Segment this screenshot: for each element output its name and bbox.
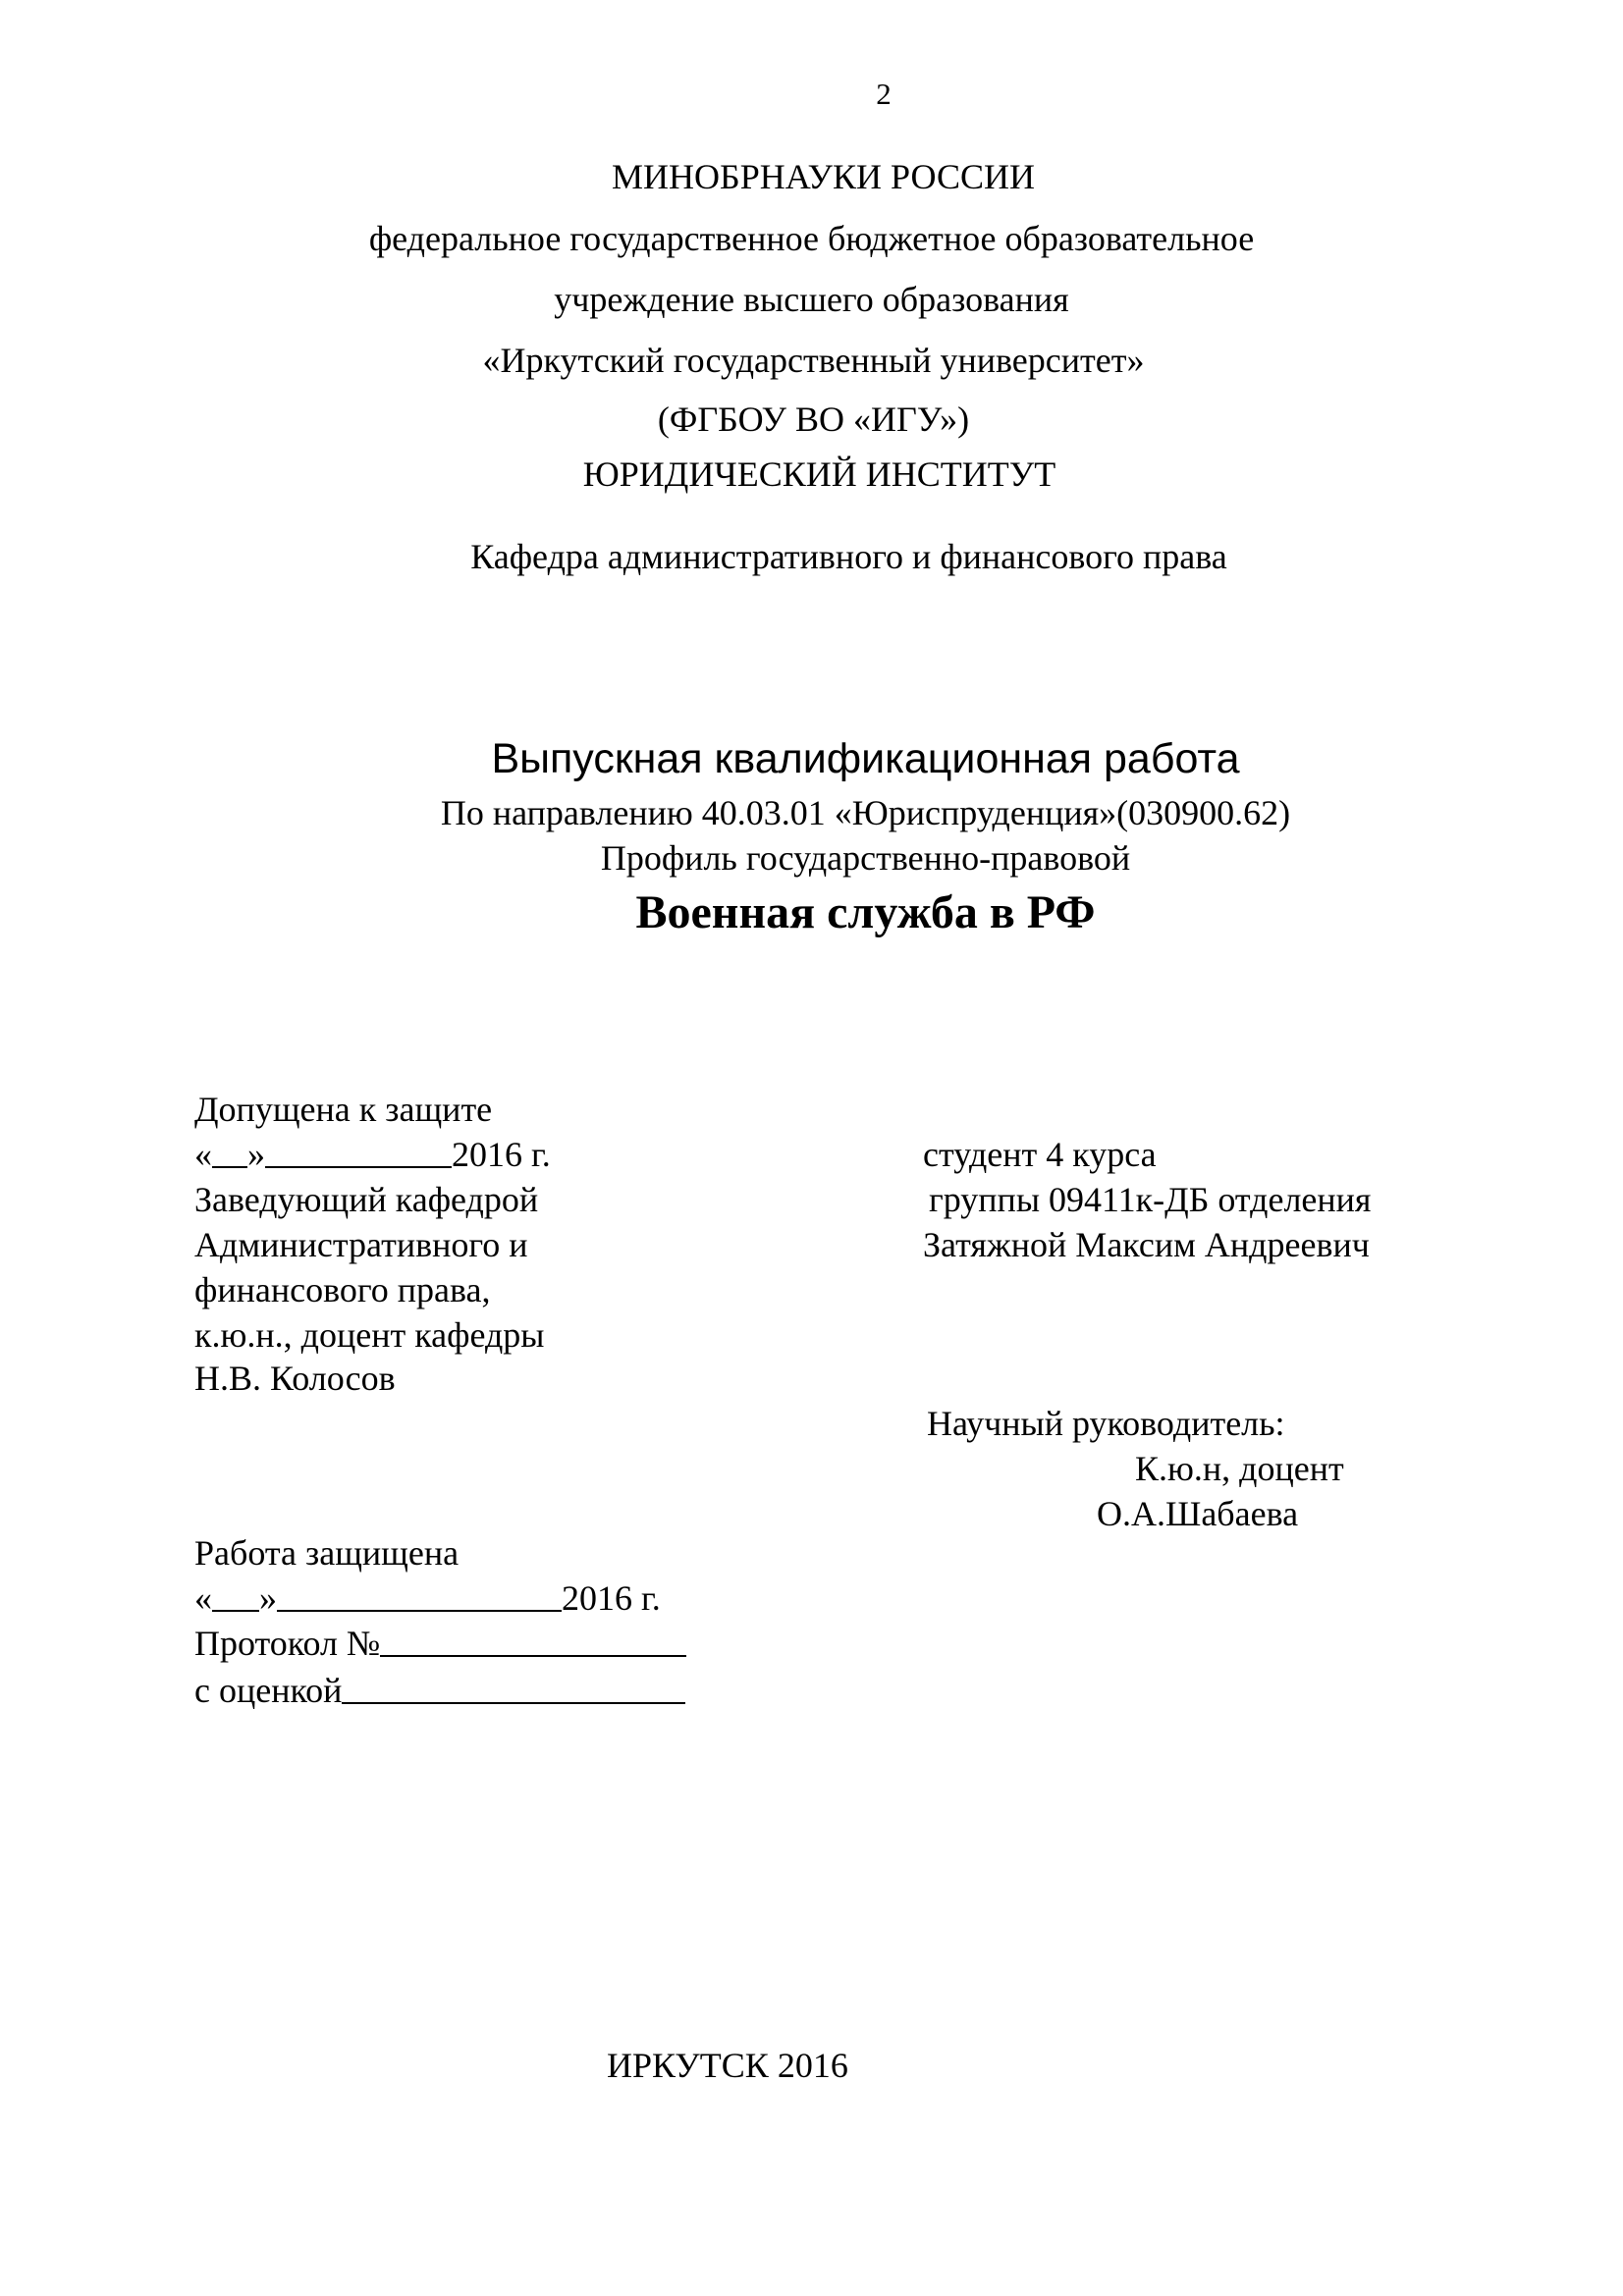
thesis-type: Выпускная квалификационная работа [491, 735, 1240, 782]
head-department-line-1: Административного и [194, 1225, 528, 1264]
day-blank [212, 1165, 247, 1168]
head-title: Заведующий кафедрой [194, 1180, 539, 1219]
protocol-line [194, 1626, 686, 1661]
date-year: 2016 г. [562, 1578, 661, 1618]
thesis-profile: Профиль государственно-правовой [600, 838, 1131, 878]
supervisor-degree: К.ю.н, доцент [1135, 1449, 1344, 1488]
protocol-blank [380, 1654, 686, 1657]
date-year: 2016 г. [452, 1135, 551, 1174]
institution-level-line: учреждение высшего образования [554, 280, 1069, 319]
city-year: ИРКУТСК 2016 [607, 2046, 848, 2085]
thesis-title: Военная служба в РФ [635, 886, 1096, 938]
month-blank [277, 1609, 562, 1612]
department-name: Кафедра административного и финансового права [470, 537, 1227, 576]
protocol-label: Протокол № [194, 1624, 381, 1663]
university-name: «Иркутский государственный университет» [482, 341, 1145, 380]
head-degree: к.ю.н., доцент кафедры [194, 1315, 545, 1355]
page-number: 2 [876, 77, 892, 111]
supervisor-name: О.А.Шабаева [1097, 1494, 1299, 1533]
ministry-name: МИНОБРНАУКИ РОССИИ [612, 157, 1035, 196]
date-close-quote: » [259, 1578, 277, 1618]
grade-blank [342, 1701, 685, 1704]
grade-line [194, 1673, 685, 1708]
day-blank [212, 1609, 259, 1612]
supervisor-label: Научный руководитель: [927, 1404, 1285, 1443]
date-open-quote: « [194, 1578, 212, 1618]
institute-name: ЮРИДИЧЕСКИЙ ИНСТИТУТ [582, 454, 1056, 494]
admission-label: Допущена к защите [194, 1090, 493, 1129]
grade-label: с оценкой [194, 1671, 343, 1710]
defense-date [194, 1580, 661, 1616]
institution-type-line: федеральное государственное бюджетное образовательное [368, 219, 1255, 258]
student-name: Затяжной Максим Андреевич [923, 1225, 1370, 1264]
student-group: группы 09411к-ДБ отделения [929, 1180, 1372, 1219]
defense-label: Работа защищена [194, 1533, 460, 1573]
university-abbreviation: (ФГБОУ ВО «ИГУ») [657, 400, 970, 439]
student-course: студент 4 курса [923, 1135, 1157, 1174]
admission-date [194, 1137, 551, 1172]
date-close-quote: » [247, 1135, 265, 1174]
head-department-line-2: финансового права, [194, 1270, 491, 1309]
head-name: Н.В. Колосов [194, 1359, 396, 1398]
month-blank [265, 1165, 452, 1168]
date-open-quote: « [194, 1135, 212, 1174]
thesis-direction: По направлению 40.03.01 «Юриспруденция»(030900.62) [440, 793, 1291, 832]
